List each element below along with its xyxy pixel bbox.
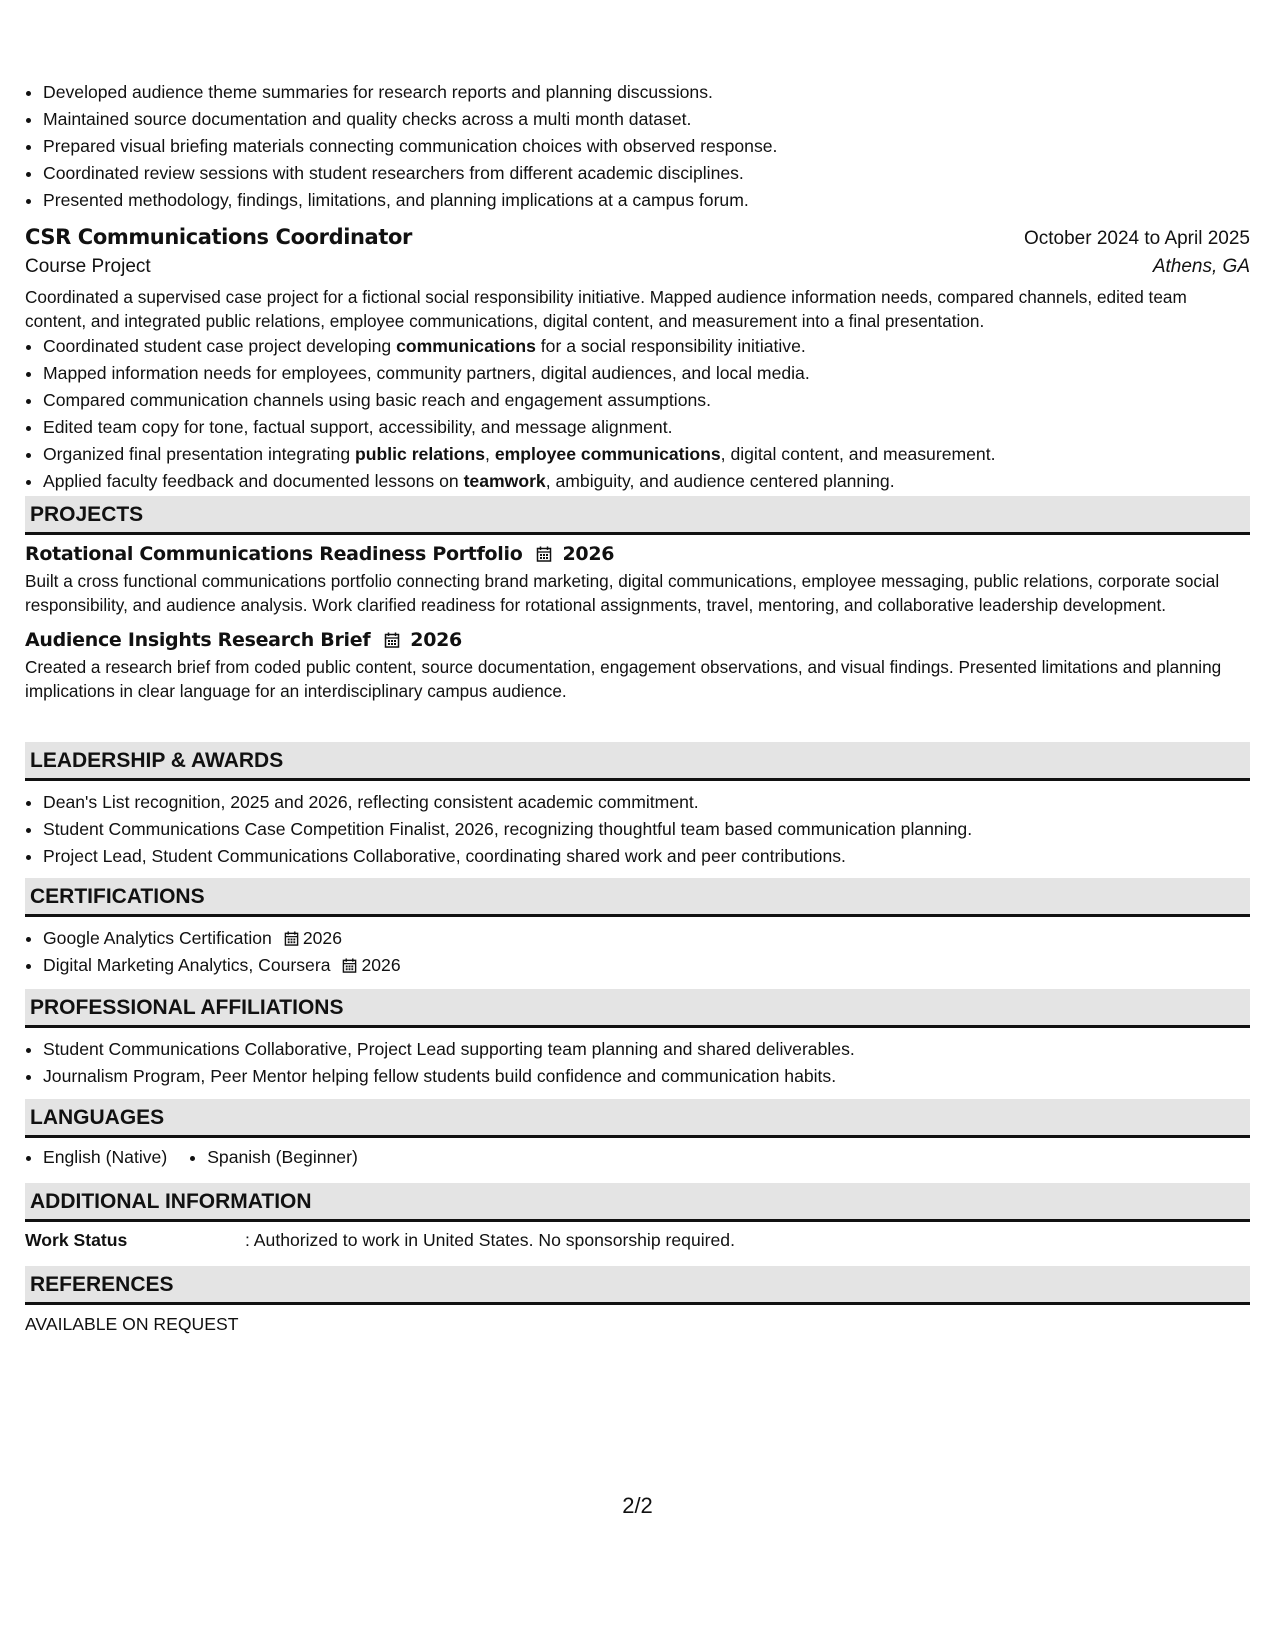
project-item (25, 543, 1250, 617)
section-header (25, 1183, 1250, 1222)
section-title: LANGUAGES (30, 1106, 165, 1129)
keyword: public relations (355, 444, 486, 464)
list-item: • Prepared visual briefing materials connecting communication choices with observed response. (43, 133, 1268, 160)
project-title: Rotational Communications Readiness Portfolio (25, 543, 523, 565)
additional-info-section (25, 1183, 1250, 1251)
job-organization: Course Project (25, 256, 151, 277)
section-header (25, 1099, 1250, 1138)
project-year: 2026 (562, 543, 615, 565)
job-title: CSR Communications Coordinator (25, 225, 412, 249)
list-item: • Maintained source documentation and quality checks across a multi month dataset. (43, 106, 1268, 133)
project-description: Created a research brief from coded public content, source documentation, engagement observations, and visual findings. Presented limitations and planning implications in clear language for an interdisciplinary campus audience. (25, 657, 1222, 701)
section-title: REFERENCES (30, 1273, 174, 1296)
list-item (43, 925, 1250, 952)
list-item: • Organized final presentation integrating public relations, employee communications, digital content, and measurement. (43, 441, 1250, 468)
work-status-value: : Authorized to work in United States. No sponsorship required. (245, 1230, 735, 1250)
section-title: LEADERSHIP & AWARDS (30, 749, 284, 772)
section-header (25, 878, 1250, 917)
list-item: • Project Lead, Student Communications Collaborative, coordinating shared work and peer contributions. (43, 843, 1250, 870)
languages-section (25, 1099, 1250, 1171)
section-header (25, 1266, 1250, 1305)
section-title: ADDITIONAL INFORMATION (30, 1190, 312, 1213)
calendar-icon (536, 546, 552, 562)
experience-entry (25, 225, 1250, 495)
certifications-list (25, 925, 1250, 979)
certifications-section (25, 878, 1250, 979)
section-title: PROFESSIONAL AFFILIATIONS (30, 996, 344, 1019)
previous-role-bullets (25, 79, 1268, 214)
leadership-list (25, 789, 1250, 870)
section-title: CERTIFICATIONS (30, 885, 205, 908)
list-item: • Coordinated student case project developing communications for a social responsibility initiative. (43, 333, 1250, 360)
list-item: • Spanish (Beginner) (207, 1144, 358, 1171)
list-item: • Journalism Program, Peer Mentor helping fellow students build confidence and communication habits. (43, 1063, 1250, 1090)
projects-section (25, 496, 1250, 703)
work-status-row (25, 1230, 1250, 1251)
list-item: • Developed audience theme summaries for research reports and planning discussions. (43, 79, 1268, 106)
project-item (25, 629, 1250, 703)
leadership-section (25, 742, 1250, 870)
affiliations-section (25, 989, 1250, 1090)
resume-page (25, 0, 1250, 1650)
project-description: Built a cross functional communications portfolio connecting brand marketing, digital communications, employee messaging, public relations, corporate social responsibility, and audience analysis. Work clarified readiness for rotational assignments, travel, mentoring, and collaborative leadership development. (25, 571, 1220, 615)
section-header (25, 989, 1250, 1028)
calendar-icon (342, 958, 357, 973)
list-item: • Student Communications Case Competition Finalist, 2026, recognizing thoughtful team based communication planning. (43, 816, 1250, 843)
job-location: Athens, GA (1152, 256, 1250, 277)
certification-year: 2026 (361, 955, 401, 975)
certification-name: Digital Marketing Analytics, Coursera (43, 955, 331, 975)
list-item: • Student Communications Collaborative, Project Lead supporting team planning and shared deliverables. (43, 1036, 1250, 1063)
list-item: • Edited team copy for tone, factual support, accessibility, and message alignment. (43, 414, 1250, 441)
list-item: • English (Native) (43, 1144, 167, 1171)
project-title: Audience Insights Research Brief (25, 629, 371, 651)
work-status-label: Work Status (25, 1230, 128, 1250)
affiliations-list (25, 1036, 1250, 1090)
list-item (43, 952, 1250, 979)
section-header (25, 742, 1250, 781)
keyword: teamwork (463, 471, 546, 491)
job-dates: October 2024 to April 2025 (1023, 228, 1250, 249)
languages-list (25, 1144, 1250, 1171)
references-text: AVAILABLE ON REQUEST (25, 1314, 239, 1334)
calendar-icon (384, 632, 400, 648)
certification-name: Google Analytics Certification (43, 928, 272, 948)
section-header (25, 496, 1250, 535)
list-item: • Mapped information needs for employees, community partners, digital audiences, and local media. (43, 360, 1250, 387)
page-number: 2/2 (622, 1493, 653, 1518)
section-title: PROJECTS (30, 503, 144, 526)
list-item: • Applied faculty feedback and documented lessons on teamwork, ambiguity, and audience centered planning. (43, 468, 1250, 495)
job-bullets (25, 333, 1250, 495)
keyword: employee communications (494, 444, 721, 464)
list-item: • Coordinated review sessions with student researchers from different academic disciplines. (43, 160, 1268, 187)
list-item: • Dean's List recognition, 2025 and 2026, reflecting consistent academic commitment. (43, 789, 1250, 816)
list-item: • Compared communication channels using basic reach and engagement assumptions. (43, 387, 1250, 414)
certification-year: 2026 (302, 928, 342, 948)
references-section (25, 1266, 1250, 1335)
list-item: • Presented methodology, findings, limitations, and planning implications at a campus forum. (43, 187, 1268, 214)
keyword: communications (396, 336, 536, 356)
calendar-icon (284, 931, 299, 946)
project-year: 2026 (410, 629, 462, 651)
job-description: Coordinated a supervised case project for a fictional social responsibility initiative. Mapped audience information needs, compared channels, edited team content, and integrated public relations, employee communications, digital content, and measurement into a final presentation. (25, 287, 1187, 331)
